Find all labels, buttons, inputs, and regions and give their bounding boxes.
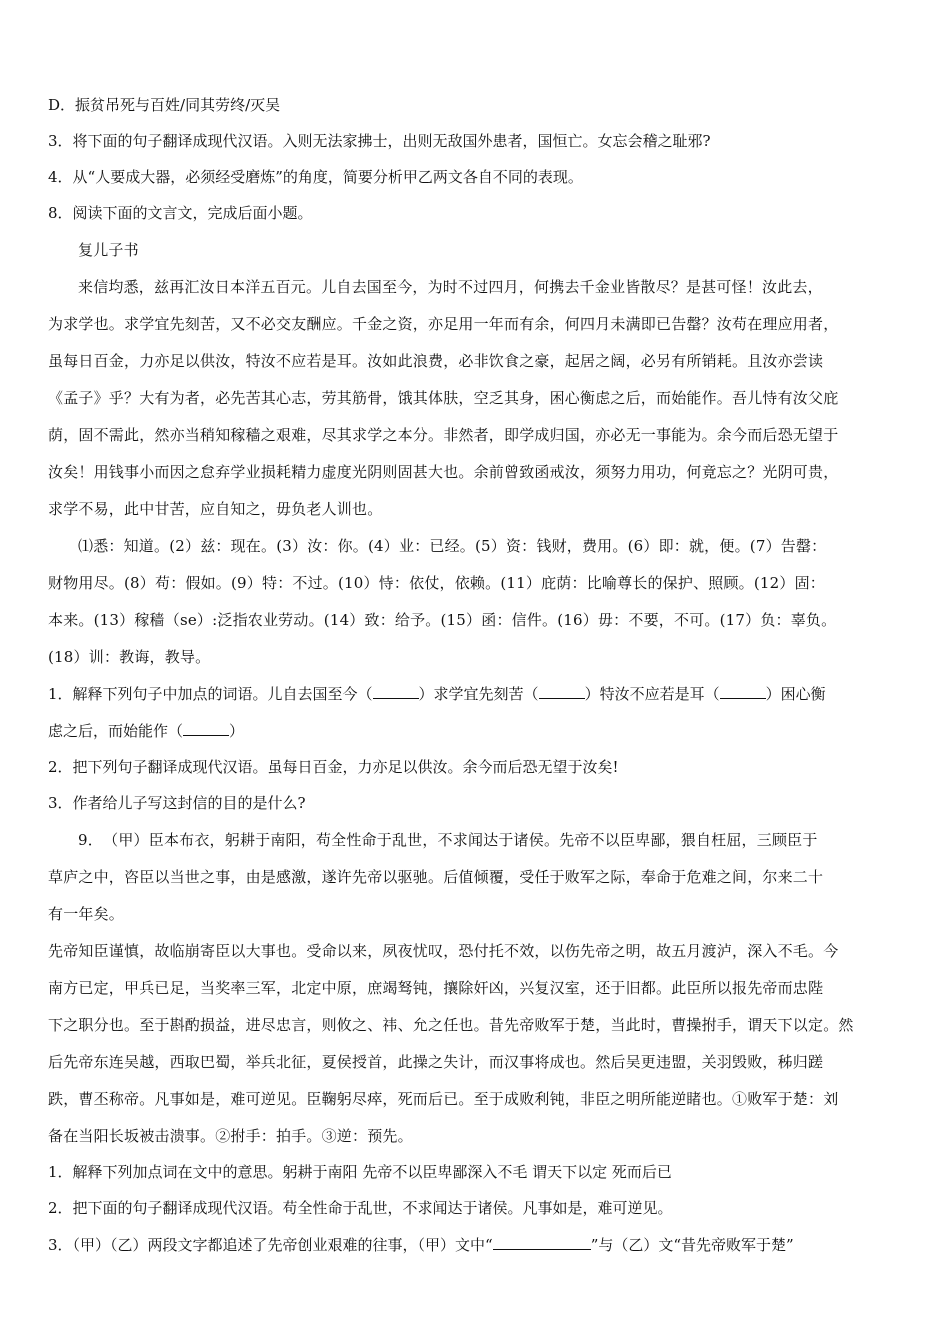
question-8-2: 2．把下列句子翻译成现代汉语。虽每日百金，力亦足以供汝。余今而后恐无望于汝矣! bbox=[48, 758, 619, 776]
section-8-heading: 8．阅读下面的文言文，完成后面小题。 bbox=[48, 204, 313, 222]
answer-blank[interactable] bbox=[493, 1235, 591, 1250]
question-4-analysis: 4．从“人要成大器，必须经受磨炼”的角度，简要分析甲乙两文各自不同的表现。 bbox=[48, 168, 583, 186]
answer-blank[interactable] bbox=[183, 721, 229, 736]
question-8-3: 3．作者给儿子写这封信的目的是什么? bbox=[48, 794, 306, 812]
passage-line: 备在当阳长坂被击溃事。②拊手：拍手。③逆：预先。 bbox=[48, 1127, 413, 1145]
question-9-2: 2．把下面的句子翻译成现代汉语。苟全性命于乱世，不求闻达于诸侯。凡事如是，难可逆见。 bbox=[48, 1199, 673, 1217]
question-8-1: 1．解释下列句子中加点的词语。儿自去国至今（ ）求学宜先刻苦（ ）特汝不应若是耳（ ）困心衡 bbox=[48, 685, 826, 703]
passage-line: 求学不易，此中甘苦，应自知之，毋负老人训也。 bbox=[48, 500, 383, 518]
question-8-1-cont: 虑之后，而始能作（ ） bbox=[48, 722, 245, 740]
passage-line: 下之职分也。至于斟酌损益，进尽忠言，则攸之、祎、允之任也。昔先帝败军于楚，当此时，曹操拊手，谓天下以定。然 bbox=[48, 1016, 854, 1034]
notes-line: 财物用尽。(8）苟：假如。(9）特：不过。(10）恃：依仗，依赖。(11）庇荫：比喻尊长的保护、照顾。(12）固： bbox=[48, 574, 826, 592]
answer-blank[interactable] bbox=[720, 684, 766, 699]
notes-line: ⑴悉：知道。(2）兹：现在。(3）汝：你。(4）业：已经。(5）资：钱财，费用。(6）即：就，便。(7）告罄： bbox=[78, 537, 827, 555]
passage-line: 虽每日百金，力亦足以供汝，特汝不应若是耳。汝如此浪费，必非饮食之豪，起居之阔，必另有所销耗。且汝亦尝读 bbox=[48, 352, 824, 370]
notes-line: 本来。(13）稼穑（se）:泛指农业劳动。(14）致：给予。(15）函：信件。(16）毋：不要，不可。(17）负：辜负。 bbox=[48, 611, 837, 629]
question-9-1: 1．解释下列加点词在文中的意思。躬耕于南阳 先帝不以臣卑鄙深入不毛 谓天下以定 死而后已 bbox=[48, 1163, 672, 1181]
passage-line: 荫，固不需此，然亦当稍知稼穑之艰难，尽其求学之本分。非然者，即学成归国，亦必无一事能为。余今而后恐无望于 bbox=[48, 426, 839, 444]
answer-blank[interactable] bbox=[373, 684, 419, 699]
passage-line: 9． （甲）臣本布衣，躬耕于南阳，苟全性命于乱世，不求闻达于诸侯。先帝不以臣卑鄙，猥自枉屈，三顾臣于 bbox=[78, 831, 818, 849]
passage-line: 跌，曹丕称帝。凡事如是，难可逆见。臣鞠躬尽瘁，死而后已。至于成败利钝，非臣之明所能逆睹也。①败军于楚：刘 bbox=[48, 1090, 839, 1108]
passage-line: 有一年矣。 bbox=[48, 905, 125, 923]
notes-line: (18）训：教诲，教导。 bbox=[48, 648, 211, 666]
question-3-translate: 3．将下面的句子翻译成现代汉语。入则无法家拂士，出则无敌国外患者，国恒亡。女忘会稽之耻邪? bbox=[48, 132, 711, 150]
passage-line: 后先帝东连吴越，西取巴蜀，举兵北征，夏侯授首，此操之失计，而汉事将成也。然后吴更违盟，关羽毁败，秭归蹉 bbox=[48, 1053, 824, 1071]
passage-line: 汝矣！用钱事小而因之怠弃学业损耗精力虚度光阴则固甚大也。余前曾致函戒汝，须努力用功，何竟忘之？光阴可贵， bbox=[48, 463, 839, 481]
document-page bbox=[48, 96, 910, 1272]
passage-title: 复儿子书 bbox=[78, 241, 139, 259]
question-9-3: 3．（甲）（乙）两段文字都追述了先帝创业艰难的往事，（甲）文中“ ”与（乙）文“昔先帝败军于楚” bbox=[48, 1236, 794, 1254]
answer-blank[interactable] bbox=[539, 684, 585, 699]
passage-line: 为求学也。求学宜先刻苦，又不必交友酬应。千金之资，亦足用一年而有余，何四月未满即已告罄？汝苟在理应用者， bbox=[48, 315, 839, 333]
passage-line: 来信均悉，兹再汇汝日本洋五百元。儿自去国至今，为时不过四月，何携去千金业皆散尽？是甚可怪！汝此去， bbox=[78, 278, 823, 296]
option-d: D．振贫吊死与百姓/同其劳终/灭吴 bbox=[48, 96, 281, 114]
passage-line: 草庐之中，咨臣以当世之事，由是感激，遂许先帝以驱驰。后值倾覆，受任于败军之际，奉命于危难之间，尔来二十 bbox=[48, 868, 824, 886]
passage-line: 先帝知臣谨慎，故临崩寄臣以大事也。受命以来，夙夜忧叹，恐付托不效，以伤先帝之明，故五月渡泸，深入不毛。今 bbox=[48, 942, 839, 960]
passage-line: 南方已定，甲兵已足，当奖率三军，北定中原，庶竭驽钝，攘除奸凶，兴复汉室，还于旧都。此臣所以报先帝而忠陛 bbox=[48, 979, 824, 997]
passage-line: 《孟子》乎？大有为者，必先苦其心志，劳其筋骨，饿其体肤，空乏其身，困心衡虑之后，而始能作。吾儿恃有汝父庇 bbox=[48, 389, 839, 407]
